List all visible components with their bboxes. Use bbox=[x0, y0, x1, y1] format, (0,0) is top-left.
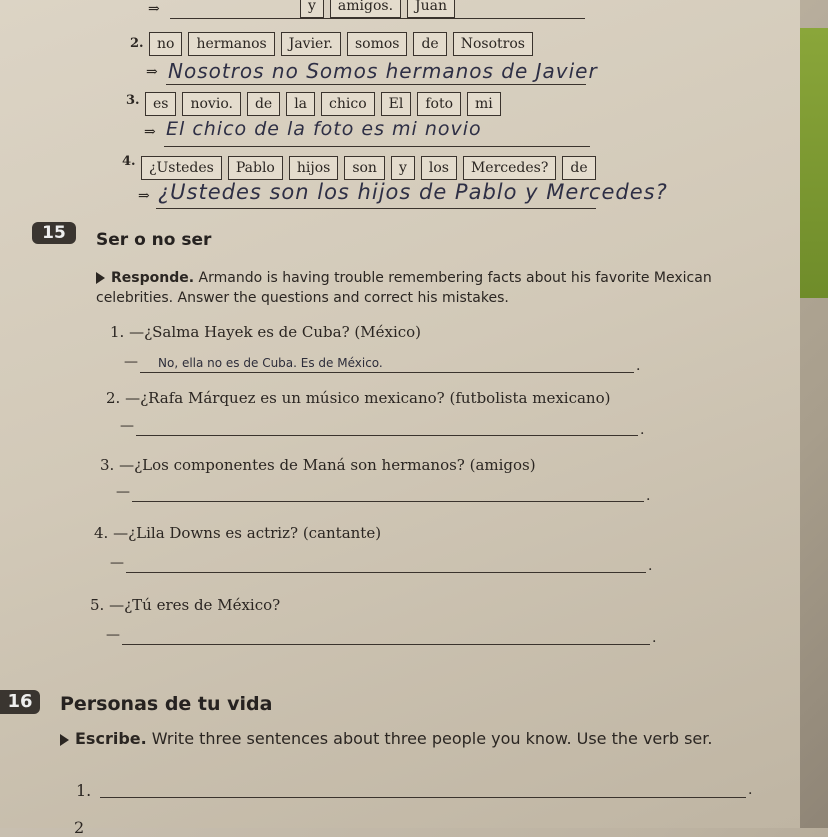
answer-dash: — bbox=[106, 627, 120, 643]
word-tile: chico bbox=[321, 92, 375, 116]
handwritten-answer: El chico de la foto es mi novio bbox=[166, 118, 482, 140]
question-5: 5. —¿Tú eres de México? bbox=[90, 596, 281, 614]
word-tiles-row-2 bbox=[149, 32, 533, 56]
word-tile: los bbox=[421, 156, 457, 180]
word-tile: hijos bbox=[289, 156, 338, 180]
instruction-label: Escribe. bbox=[75, 729, 147, 748]
answer-line bbox=[126, 572, 646, 573]
word-tile: ¿Ustedes bbox=[141, 156, 222, 180]
handwritten-answer: ¿Ustedes son los hijos de Pablo y Mercedes? bbox=[158, 180, 668, 204]
answer-line bbox=[132, 501, 644, 502]
instruction-text: Write three sentences about three people you know. Use the verb ser. bbox=[151, 729, 713, 748]
instructions bbox=[96, 268, 756, 308]
answer-line bbox=[140, 372, 634, 373]
handwritten-answer: Nosotros no Somos hermanos de Javier bbox=[168, 59, 598, 83]
triangle-bullet-icon bbox=[60, 734, 69, 746]
answer-dash: — bbox=[120, 418, 134, 434]
instruction-text: Armando is having trouble remembering facts about his favorite Mexican celebrities. Answer the questions and correct his mistakes. bbox=[96, 270, 712, 306]
word-tiles-row-4 bbox=[141, 156, 596, 180]
word-tiles-row-3 bbox=[145, 92, 501, 116]
word-tile: de bbox=[413, 32, 446, 56]
word-tile: no bbox=[149, 32, 182, 56]
answer-dash: — bbox=[110, 555, 124, 571]
section-title: Ser o no ser bbox=[96, 230, 212, 250]
word-tile: son bbox=[344, 156, 385, 180]
word-tiles-row-1 bbox=[300, 0, 455, 18]
word-tile: Juan bbox=[407, 0, 455, 18]
answer-line bbox=[170, 18, 585, 19]
line-number: 2 bbox=[74, 818, 85, 837]
question-4: 4. —¿Lila Downs es actriz? (cantante) bbox=[94, 524, 382, 542]
answer-line bbox=[164, 146, 590, 147]
exercise-number-badge: 15 bbox=[32, 222, 76, 244]
question-3: 3. —¿Los componentes de Maná son hermanos? (amigos) bbox=[100, 456, 536, 474]
arrow-glyph: ⇒ bbox=[146, 64, 158, 80]
word-tile: Mercedes? bbox=[463, 156, 556, 180]
word-tile: y bbox=[391, 156, 415, 180]
answer-line bbox=[122, 644, 650, 645]
word-tile: la bbox=[286, 92, 315, 116]
period: . bbox=[636, 358, 641, 374]
instruction-label: Responde. bbox=[111, 270, 195, 286]
line-number: 1. bbox=[76, 781, 92, 800]
period: . bbox=[640, 422, 645, 438]
arrow-glyph: ⇒ bbox=[144, 124, 156, 140]
word-tile: es bbox=[145, 92, 176, 116]
word-tile: Javier. bbox=[281, 32, 341, 56]
written-answer: No, ella no es de Cuba. Es de México. bbox=[158, 356, 383, 370]
word-tile: Pablo bbox=[228, 156, 283, 180]
word-tile: hermanos bbox=[188, 32, 274, 56]
period: . bbox=[748, 782, 753, 798]
answer-line bbox=[136, 435, 638, 436]
period: . bbox=[648, 558, 653, 574]
word-tile: y bbox=[300, 0, 324, 18]
word-tile: foto bbox=[417, 92, 461, 116]
answer-dash: — bbox=[116, 484, 130, 500]
item-number: 4. bbox=[122, 154, 136, 169]
word-tile: amigos. bbox=[330, 0, 401, 18]
answer-line bbox=[156, 208, 596, 209]
word-tile: mi bbox=[467, 92, 501, 116]
period: . bbox=[646, 488, 651, 504]
period: . bbox=[652, 630, 657, 646]
word-tile: novio. bbox=[182, 92, 240, 116]
arrow-glyph: ⇒ bbox=[138, 188, 150, 204]
triangle-bullet-icon bbox=[96, 272, 105, 284]
arrow-glyph: ⇒ bbox=[148, 1, 160, 17]
item-number: 2. bbox=[130, 36, 144, 51]
item-number: 3. bbox=[126, 93, 140, 108]
exercise-number-badge: 16 bbox=[0, 690, 40, 714]
answer-line bbox=[166, 84, 586, 85]
word-tile: El bbox=[381, 92, 412, 116]
question-2: 2. —¿Rafa Márquez es un músico mexicano? (futbolista mexicano) bbox=[106, 389, 611, 407]
section-title: Personas de tu vida bbox=[60, 693, 273, 715]
word-tile: de bbox=[562, 156, 595, 180]
question-1: 1. —¿Salma Hayek es de Cuba? (México) bbox=[110, 323, 422, 341]
answer-dash: — bbox=[124, 354, 138, 370]
word-tile: Nosotros bbox=[453, 32, 533, 56]
word-tile: somos bbox=[347, 32, 408, 56]
word-tile: de bbox=[247, 92, 280, 116]
answer-line bbox=[100, 797, 746, 798]
instructions bbox=[60, 729, 780, 749]
